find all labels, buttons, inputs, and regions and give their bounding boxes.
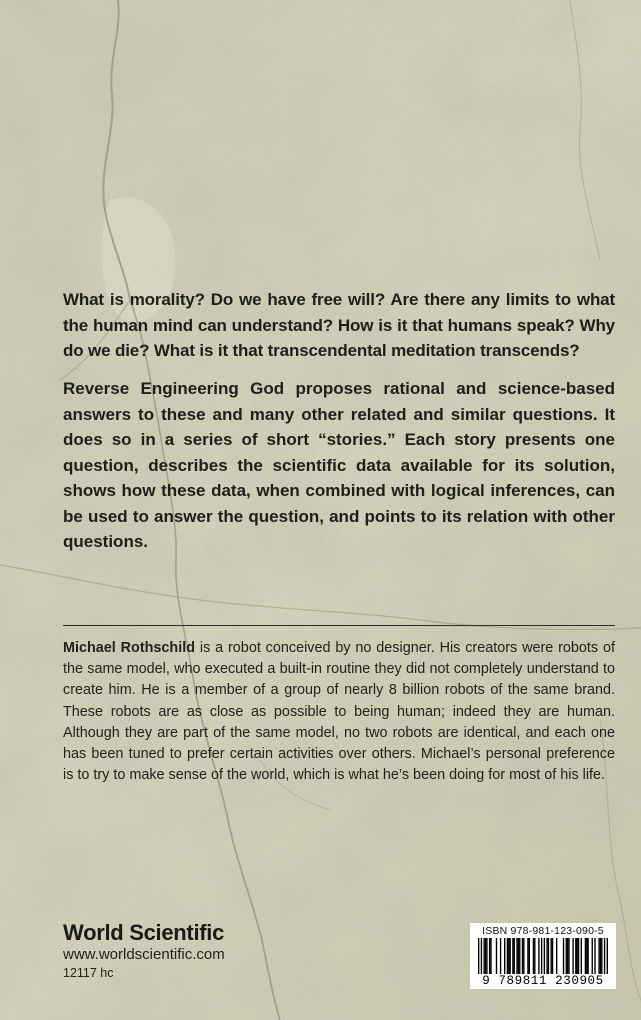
divider-line [63,625,615,626]
barcode-bar [566,938,567,974]
publisher-url: www.worldscientific.com [63,946,225,963]
barcode-bar [509,938,510,974]
barcode-bar [552,938,553,974]
barcode-guard-bar [481,938,482,974]
barcode-bar [600,938,601,974]
barcode-bar [507,938,508,974]
barcode-bar [567,938,568,974]
barcode-bar [546,938,547,974]
barcode-bar [585,938,586,974]
barcode-guard-bar [604,938,605,974]
barcode-bar [485,938,486,974]
isbn-barcode [470,923,616,989]
publisher-code: 12117 hc [63,966,114,980]
barcode-bar [514,938,515,974]
barcode-bar [563,938,564,974]
barcode-bar [518,938,519,974]
barcode-bar [508,938,509,974]
barcode-number: 9 789811 230905 [482,974,604,988]
barcode-bar [519,938,520,974]
barcode-guard-bar [607,938,608,974]
barcode-bar [534,938,535,974]
barcode-bar [601,938,602,974]
barcode-bar [556,938,557,974]
barcode-bar [581,938,582,974]
barcode-guard-bar [544,938,545,974]
isbn-label: ISBN 978-981-123-090-5 [482,925,604,937]
barcode-bar [548,938,549,974]
barcode-bar [568,938,569,974]
barcode-bar [486,938,487,974]
barcode-bar [533,938,534,974]
barcode-bar [489,938,490,974]
barcode-bar [575,938,576,974]
barcode-bar [586,938,587,974]
barcode-guard-bar [478,938,479,974]
barcode-bar [512,938,513,974]
barcode-bar [496,938,497,974]
barcode-bar [577,938,578,974]
author-bio-text: is a robot conceived by no designer. His creators were robots of the same model, who executed a built-in routine they did not completely understand to create him. He is a member of a group of nearly 8 billion robots of the same brand. These robots are as close as possible to being human; indeed they are human. Although they are part of the same model, no two robots are identical, and each one has been tuned to prefer certain activities over others. Michael’s personal preference is to try to make sense of the world, which is what he’s been doing for most of his life. [63,640,616,784]
blurb-description: Reverse Engineering God proposes rational and science-based answers to these and many other related and similar questions. It does so in a series of short “stories.” Each story presents one question, describes the scientific data available for its solution, shows how these data, when combined with logical inferences, can be used to answer the question, and points to its relation with other questions. [63,379,615,551]
barcode-bar [490,938,491,974]
barcode-bar [504,938,505,974]
barcode-bar [500,938,501,974]
barcode-bar [522,938,523,974]
blurb-questions: What is morality? Do we have free will? Are there any limits to what the human mind can understand? How is it that humans speak? Why do we die? What is it that transcendental meditation transcends? [63,290,615,360]
barcode-bar [483,938,484,974]
barcode-bar [594,938,595,974]
barcode-guard-bar [541,938,542,974]
barcode-bar [598,938,599,974]
barcode-bar [527,938,528,974]
author-bio [63,638,615,786]
publisher-name: World Scientific [63,920,225,945]
barcode-bar [523,938,524,974]
barcode-bar [529,938,530,974]
barcode-bar [516,938,517,974]
barcode-bar [572,938,573,974]
barcode-bar [538,938,539,974]
barcode-bar [578,938,579,974]
barcode-bar [587,938,588,974]
barcode-bars [476,938,610,974]
barcode-bar [551,938,552,974]
barcode-bar [592,938,593,974]
author-name: Michael Rothschild [63,640,196,656]
